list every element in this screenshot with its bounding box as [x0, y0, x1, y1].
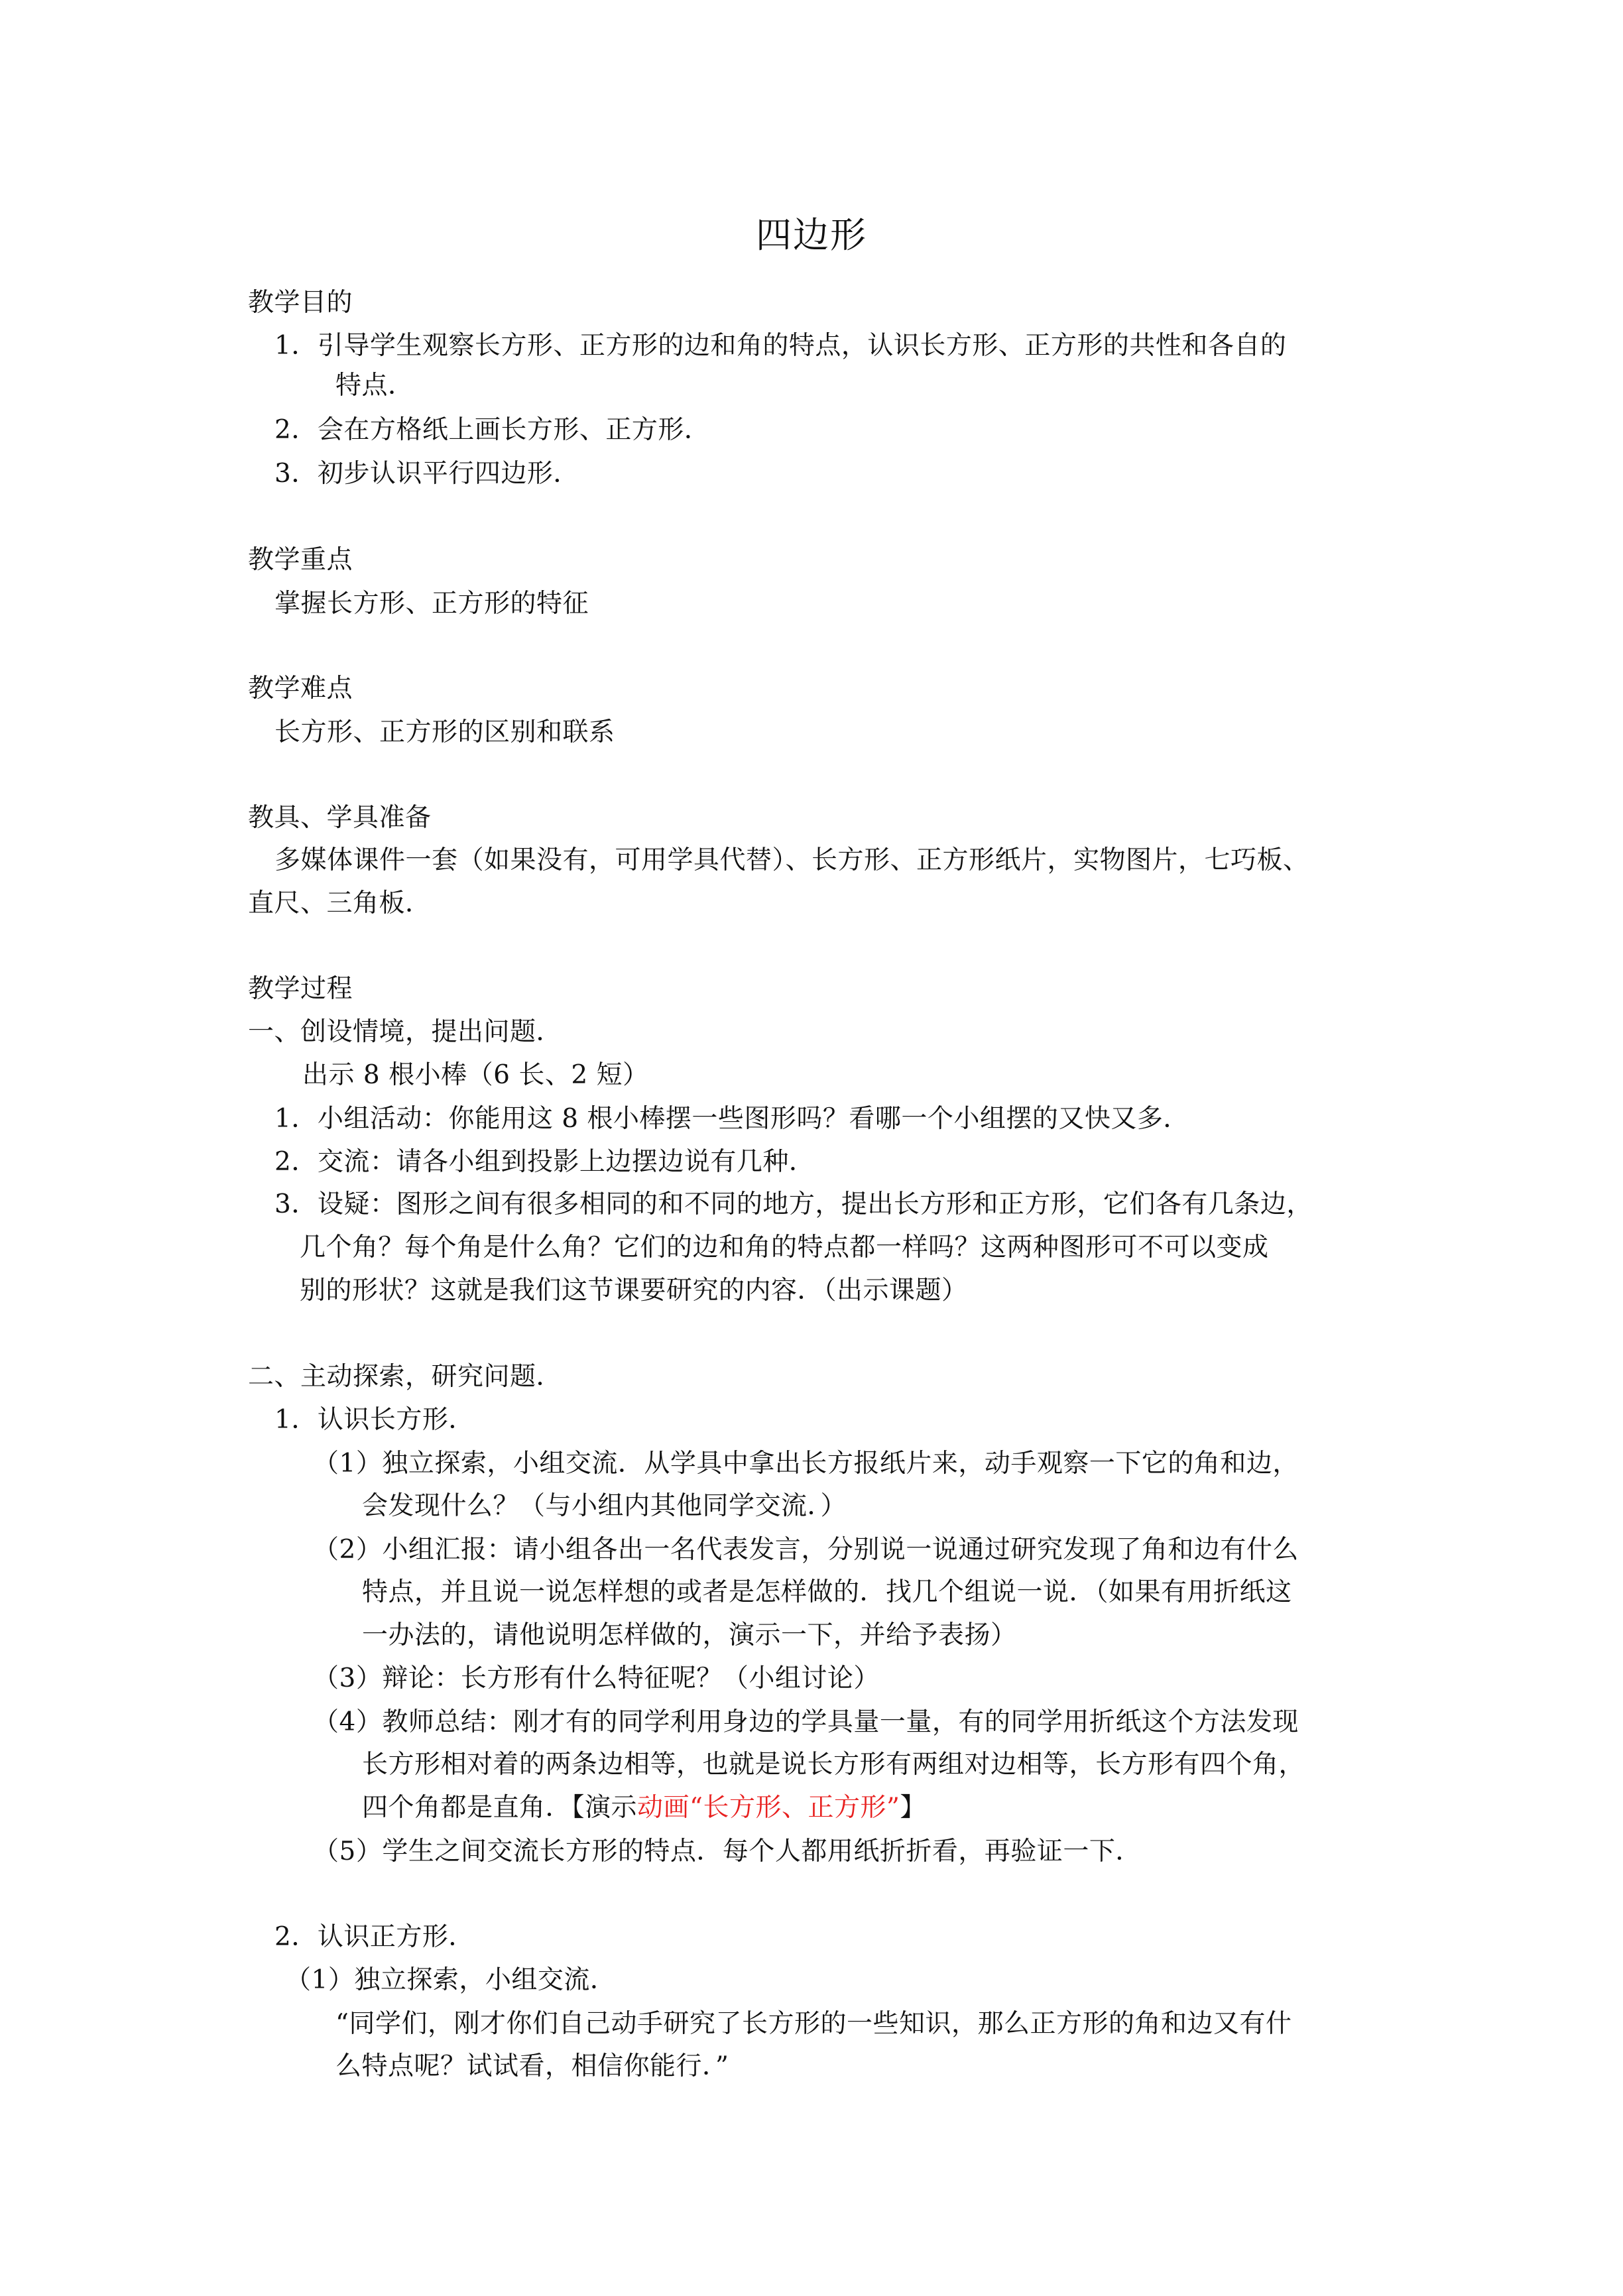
part2-step-4: （4）教师总结：刚才有的同学利用身边的学具量一量，有的同学用折纸这个方法发现 [313, 1707, 1299, 1737]
materials-text-2: 直尺、三角板． [248, 888, 432, 918]
objective-item-1-cont: 特点． [335, 371, 414, 400]
part1-item-3: 3．设疑：图形之间有很多相同的和不同的地方，提出长方形和正方形，它们各有几条边， [274, 1189, 1313, 1219]
part2-step-5: （5）学生之间交流长方形的特点．每个人都用纸折折看，再验证一下． [313, 1837, 1142, 1866]
materials-heading: 教具、学具准备 [248, 803, 432, 833]
page-title: 四边形 [756, 214, 867, 256]
part1-item-3-cont-2: 别的形状？这就是我们这节课要研究的内容．（出示课题） [300, 1276, 968, 1305]
objective-item-3: 3．初步认识平行四边形． [274, 459, 579, 489]
process-heading: 教学过程 [248, 974, 353, 1004]
materials-text-1: 多媒体课件一套（如果没有，可用学具代替）、长方形、正方形纸片，实物图片，七巧板、 [274, 845, 1309, 875]
part2-heading: 二、主动探索，研究问题． [248, 1362, 563, 1392]
objective-item-1: 1．引导学生观察长方形、正方形的边和角的特点，认识长方形、正方形的共性和各自的 [274, 331, 1287, 361]
part2-step-1-cont: 会发现什么？（与小组内其他同学交流．） [362, 1491, 847, 1521]
difficulty-text: 长方形、正方形的区别和联系 [274, 717, 615, 747]
part2-sub1-heading: 1．认识长方形． [274, 1405, 475, 1435]
part2-step-2-cont-1: 特点，并且说一说怎样想的或者是怎样做的．找几个组说一说．（如果有用折纸这 [362, 1577, 1292, 1607]
key-point-text: 掌握长方形、正方形的特征 [274, 589, 589, 619]
part1-show: 出示 8 根小棒（6 长、2 短） [302, 1060, 649, 1090]
part2-step-2: （2）小组汇报：请小组各出一名代表发言，分别说一说通过研究发现了角和边有什么 [313, 1535, 1299, 1565]
objectives-heading: 教学目的 [248, 288, 353, 318]
part1-item-2: 2．交流：请各小组到投影上边摆边说有几种． [274, 1147, 815, 1177]
part2-step-4-cont-1: 长方形相对着的两条边相等，也就是说长方形有两组对边相等，长方形有四个角， [362, 1750, 1305, 1780]
objective-item-2: 2．会在方格纸上画长方形、正方形． [274, 415, 711, 445]
part2-step-2-cont-2: 一办法的，请他说明怎样做的，演示一下，并给予表扬） [362, 1620, 1017, 1650]
part1-item-3-cont-1: 几个角？每个角是什么角？它们的边和角的特点都一样吗？这两种图形可不可以变成 [300, 1233, 1269, 1262]
demo-animation-link: 动画“长方形、正方形” [637, 1793, 900, 1823]
part2-step-3: （3）辩论：长方形有什么特征呢？（小组讨论） [313, 1663, 880, 1693]
demo-suffix: 】 [900, 1793, 926, 1823]
part2-quote: “同学们，刚才你们自己动手研究了长方形的一些知识，那么正方形的角和边又有什 [335, 2009, 1292, 2039]
part2-sub2-step-1: （1）独立探索，小组交流． [285, 1965, 617, 1995]
part2-step-4-cont-2 [362, 1790, 926, 1826]
part1-item-1: 1．小组活动：你能用这 8 根小棒摆一些图形吗？看哪一个小组摆的又快又多． [274, 1104, 1189, 1134]
key-point-heading: 教学重点 [248, 545, 353, 575]
demo-prefix: 四个角都是直角．【演示 [362, 1793, 638, 1823]
part2-quote-cont: 么特点呢？试试看，相信你能行．” [335, 2051, 729, 2081]
difficulty-heading: 教学难点 [248, 674, 353, 703]
part2-step-1: （1）独立探索，小组交流．从学具中拿出长方报纸片来，动手观察一下它的角和边， [313, 1449, 1299, 1479]
part2-sub2-heading: 2．认识正方形． [274, 1922, 475, 1952]
part1-heading: 一、创设情境，提出问题． [248, 1017, 563, 1047]
